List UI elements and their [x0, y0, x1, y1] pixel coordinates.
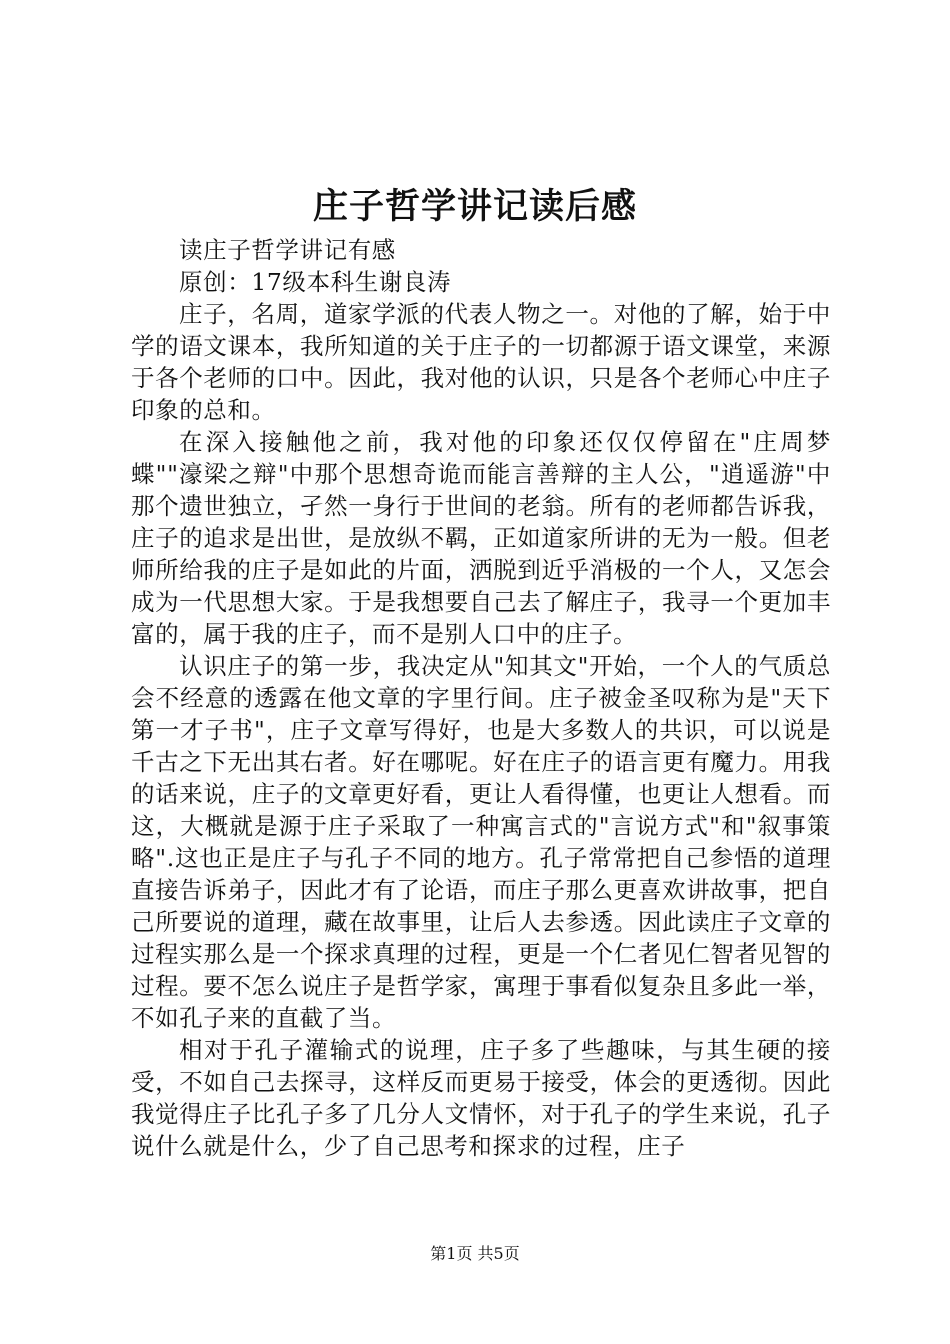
paragraph-3: 认识庄子的第一步，我决定从"知其文"开始，一个人的气质总会不经意的透露在他文章的字里行间。庄子被金圣叹称为是"天下第一才子书"，庄子文章写得好，也是大多数人的共识，可以说是千古之下无出其右者。好在哪呢。好在庄子的语言更有魔力。用我的话来说，庄子的文章更好看，更让人看得懂，也更让人想看。而这，大概就是源于庄子采取了一种寓言式的"言说方式"和"叙事策略".这也正是庄子与孔子不同的地方。孔子常常把自己参悟的道理直接告诉弟子，因此才有了论语，而庄子那么更喜欢讲故事，把自己所要说的道理，藏在故事里，让后人去参透。因此读庄子文章的过程实那么是一个探求真理的过程，更是一个仁者见仁智者见智的过程。要不怎么说庄子是哲学家，寓理于事看似复杂且多此一举，不如孔子来的直截了当。 — [131, 652, 831, 1032]
subtitle-line: 读庄子哲学讲记有感 — [179, 236, 396, 264]
paragraph-2: 在深入接触他之前，我对他的印象还仅仅停留在"庄周梦蝶""濠梁之辩"中那个思想奇诡而能言善辩的主人公，"逍遥游"中那个遗世独立，孑然一身行于世间的老翁。所有的老师都告诉我，庄子的追求是出世，是放纵不羁，正如道家所讲的无为一般。但老师所给我的庄子是如此的片面，洒脱到近乎消极的一个人，又怎会成为一代思想大家。于是我想要自己去了解庄子，我寻一个更加丰富的，属于我的庄子，而不是别人口中的庄子。 — [131, 428, 831, 648]
page-number: 第1页 共5页 — [430, 1244, 520, 1263]
paragraph-4: 相对于孔子灌输式的说理，庄子多了些趣味，与其生硬的接受，不如自己去探寻，这样反而更易于接受，体会的更透彻。因此我觉得庄子比孔子多了几分人文情怀，对于孔子的学生来说，孔子说什么就是什么，少了自己思考和探求的过程，庄子 — [131, 1036, 831, 1160]
document-title: 庄子哲学讲记读后感 — [312, 186, 637, 227]
paragraph-1: 庄子，名周，道家学派的代表人物之一。对他的了解，始于中学的语文课本，我所知道的关于庄子的一切都源于语文课堂，来源于各个老师的口中。因此，我对他的认识，只是各个老师心中庄子印象的总和。 — [131, 300, 831, 424]
document-body — [131, 234, 831, 1162]
author-line: 原创：17级本科生谢良涛 — [179, 268, 452, 296]
